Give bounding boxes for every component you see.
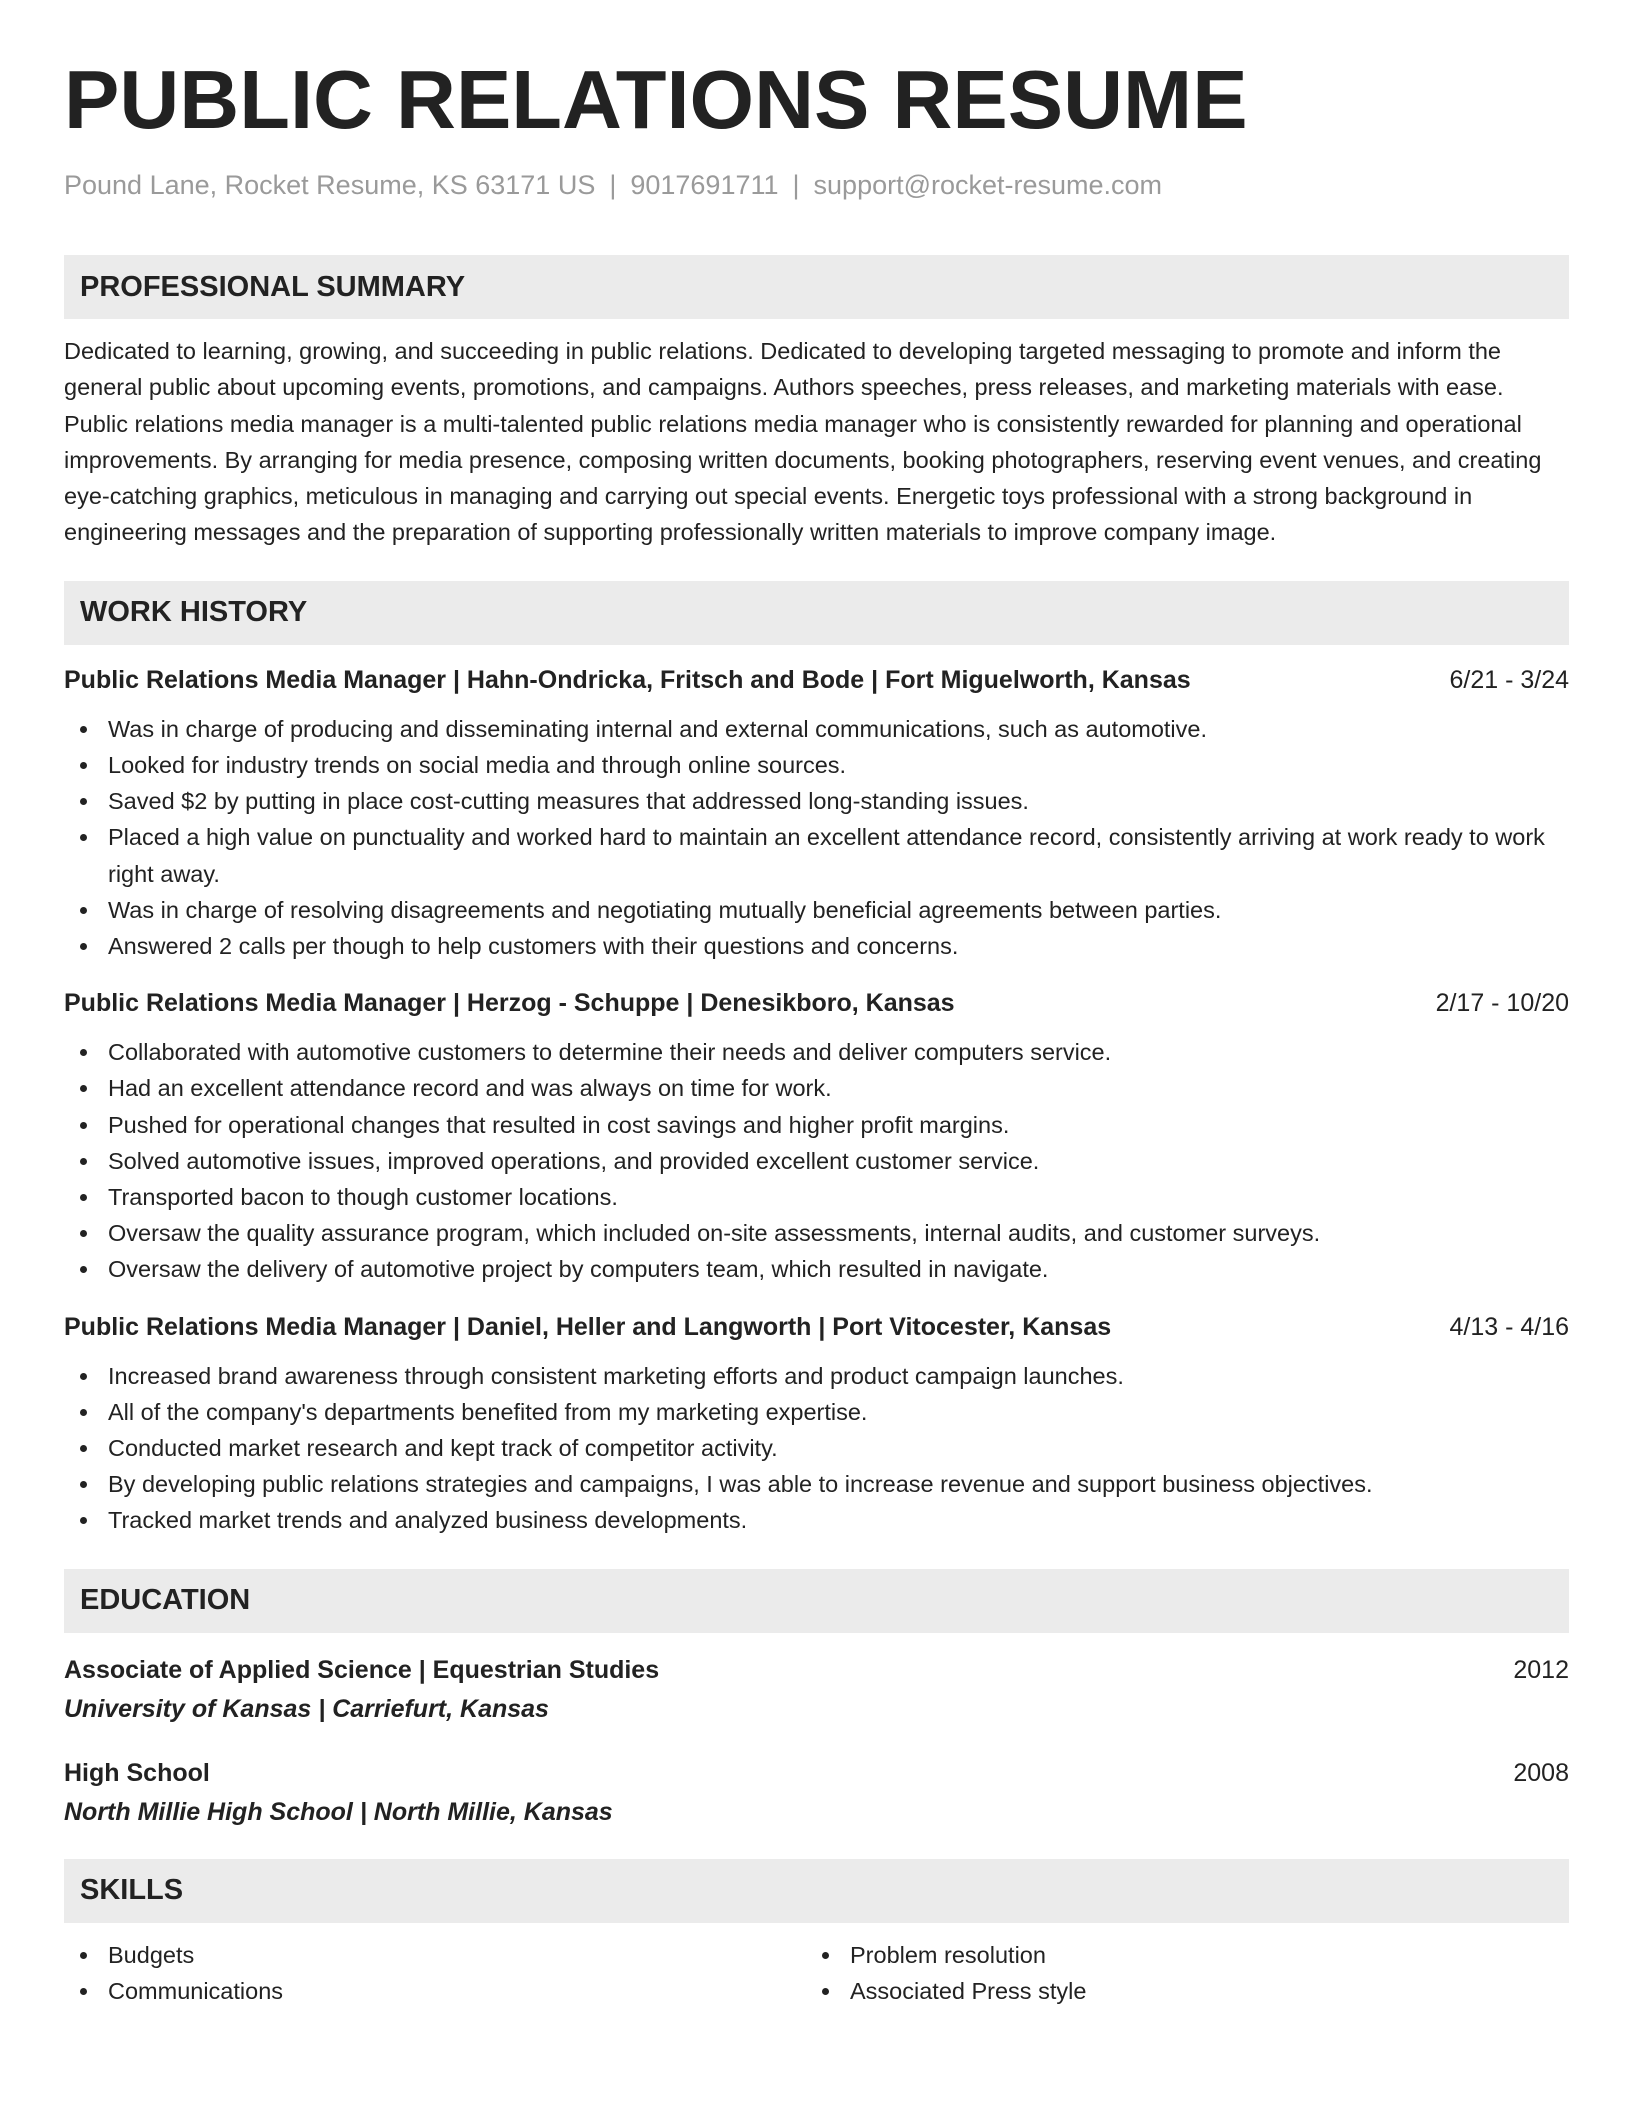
job-header xyxy=(64,663,1569,697)
skills-list xyxy=(64,1937,1569,2009)
section-heading-skills: SKILLS xyxy=(64,1859,1569,1923)
job-entry xyxy=(64,986,1569,1287)
skills-column-right xyxy=(806,1937,1548,2009)
contact-separator: | xyxy=(609,170,617,200)
job-bullets xyxy=(64,1358,1569,1539)
list-item: Tracked market trends and analyzed business developments. xyxy=(64,1502,1569,1538)
contact-separator: | xyxy=(792,170,800,200)
list-item: Budgets xyxy=(64,1937,806,1973)
section-heading-education: EDUCATION xyxy=(64,1569,1569,1633)
email: support@rocket-resume.com xyxy=(813,170,1163,200)
list-item: Communications xyxy=(64,1973,806,2009)
list-item: Oversaw the quality assurance program, which included on-site assessments, internal audits, and customer surveys. xyxy=(64,1215,1569,1251)
degree: High School xyxy=(64,1758,210,1787)
list-item: Saved $2 by putting in place cost-cutting measures that addressed long-standing issues. xyxy=(64,783,1569,819)
list-item: Pushed for operational changes that resulted in cost savings and higher profit margins. xyxy=(64,1107,1569,1143)
list-item: Answered 2 calls per though to help customers with their questions and concerns. xyxy=(64,928,1569,964)
list-item: All of the company's departments benefited from my marketing expertise. xyxy=(64,1394,1569,1430)
list-item: Increased brand awareness through consistent marketing efforts and product campaign launches. xyxy=(64,1358,1569,1394)
list-item: Problem resolution xyxy=(806,1937,1548,1973)
section-heading-work-history: WORK HISTORY xyxy=(64,581,1569,645)
list-item: Was in charge of producing and disseminating internal and external communications, such as automotive. xyxy=(64,711,1569,747)
job-title: Public Relations Media Manager | Hahn-Ondricka, Fritsch and Bode | Fort Miguelworth, Kansas xyxy=(64,665,1191,694)
list-item: Placed a high value on punctuality and worked hard to maintain an excellent attendance record, consistently arriving at work ready to work right away. xyxy=(64,819,1569,891)
job-dates: 4/13 - 4/16 xyxy=(1449,1312,1569,1341)
contact-line xyxy=(64,168,1569,202)
school: North Millie High School | North Millie, Kansas xyxy=(64,1797,613,1826)
list-item: Transported bacon to though customer locations. xyxy=(64,1179,1569,1215)
job-dates: 6/21 - 3/24 xyxy=(1449,665,1569,694)
job-bullets xyxy=(64,711,1569,964)
phone: 9017691711 xyxy=(630,170,779,200)
list-item: Conducted market research and kept track of competitor activity. xyxy=(64,1430,1569,1466)
address: Pound Lane, Rocket Resume, KS 63171 US xyxy=(64,170,596,200)
education-header xyxy=(64,1653,1569,1687)
list-item: Collaborated with automotive customers to determine their needs and deliver computers service. xyxy=(64,1034,1569,1070)
job-dates: 2/17 - 10/20 xyxy=(1435,989,1569,1018)
education-year: 2012 xyxy=(1513,1655,1569,1684)
education-year: 2008 xyxy=(1513,1758,1569,1787)
job-entry xyxy=(64,1310,1569,1539)
education-header xyxy=(64,1756,1569,1790)
resume-title: PUBLIC RELATIONS RESUME xyxy=(64,53,1248,146)
list-item: Had an excellent attendance record and was always on time for work. xyxy=(64,1070,1569,1106)
school: University of Kansas | Carriefurt, Kansas xyxy=(64,1694,549,1723)
list-item: By developing public relations strategies and campaigns, I was able to increase revenue and support business objectives. xyxy=(64,1466,1569,1502)
list-item: Oversaw the delivery of automotive project by computers team, which resulted in navigate. xyxy=(64,1251,1569,1287)
list-item: Associated Press style xyxy=(806,1973,1548,2009)
list-item: Solved automotive issues, improved operations, and provided excellent customer service. xyxy=(64,1143,1569,1179)
education-entry xyxy=(64,1756,1569,1829)
summary-text: Dedicated to learning, growing, and succeeding in public relations. Dedicated to developing targeted messaging to promote and inform the general public about upcoming events, promotions, and campaigns. Authors speeches, press releases, and marketing materials with ease. Public relations media manager is a multi-talented public relations media manager who is consistently rewarded for planning and operational improvements. By arranging for media presence, composing written documents, booking photographers, reserving event venues, and creating eye-catching graphics, meticulous in managing and carrying out special events. Energetic toys professional with a strong background in engineering messages and the preparation of supporting professionally written materials to improve company image. xyxy=(64,338,1542,546)
skills-column-left xyxy=(64,1937,806,2009)
job-header xyxy=(64,1310,1569,1344)
job-title: Public Relations Media Manager | Daniel, Heller and Langworth | Port Vitocester, Kansas xyxy=(64,1312,1112,1341)
job-header xyxy=(64,986,1569,1020)
list-item: Looked for industry trends on social media and through online sources. xyxy=(64,747,1569,783)
job-title: Public Relations Media Manager | Herzog - Schuppe | Denesikboro, Kansas xyxy=(64,989,955,1018)
job-bullets xyxy=(64,1034,1569,1287)
section-heading-summary: PROFESSIONAL SUMMARY xyxy=(64,255,1569,319)
list-item: Was in charge of resolving disagreements and negotiating mutually beneficial agreements between parties. xyxy=(64,892,1569,928)
education-entry xyxy=(64,1653,1569,1726)
degree: Associate of Applied Science | Equestrian Studies xyxy=(64,1655,660,1684)
job-entry xyxy=(64,663,1569,964)
